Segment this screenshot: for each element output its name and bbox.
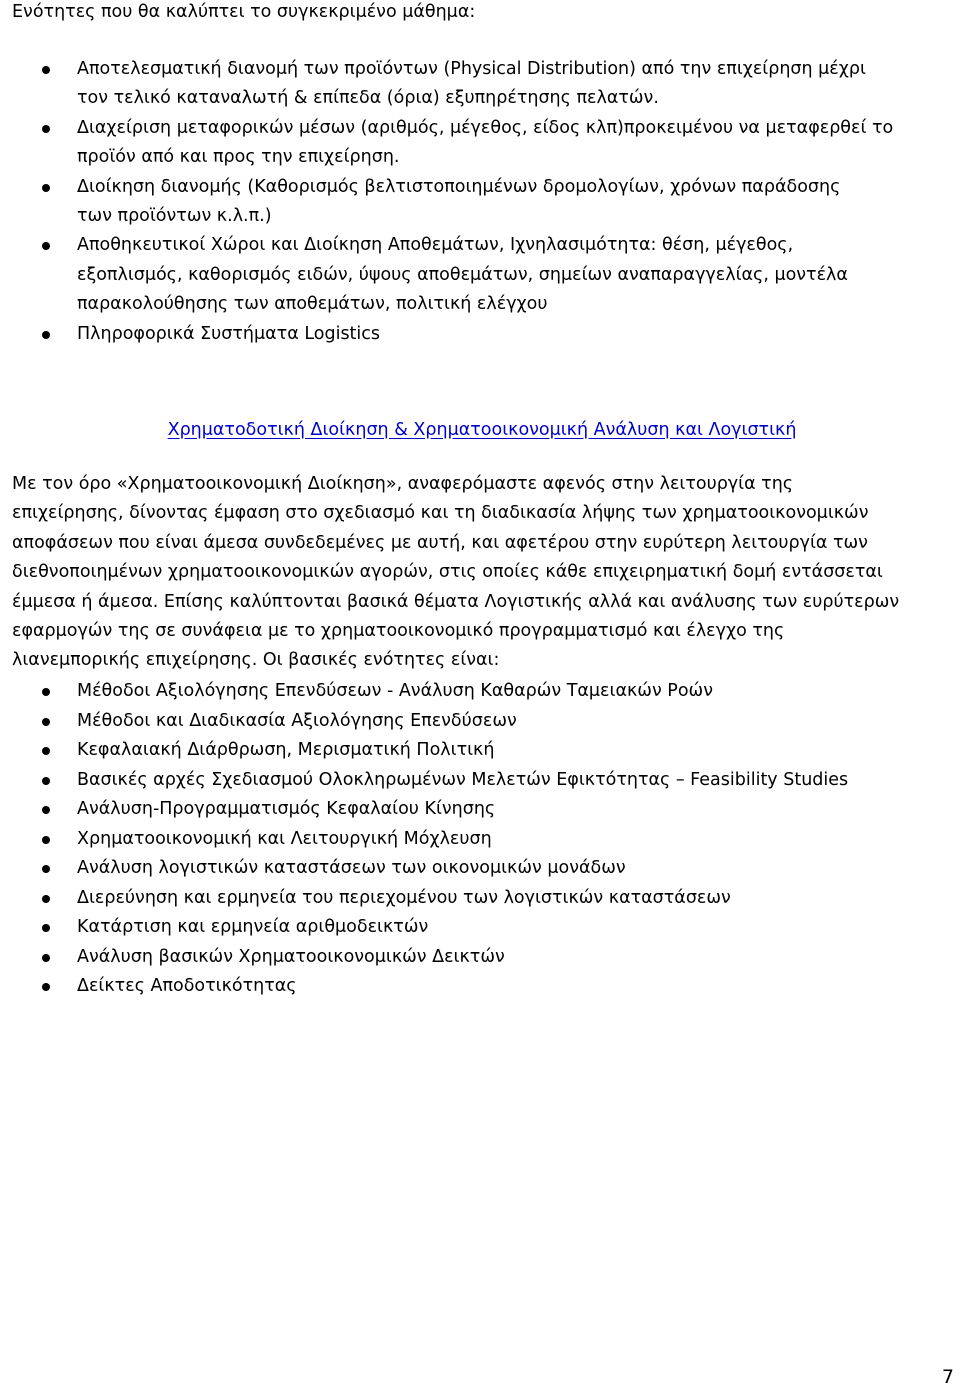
paragraph-line: λιανεμπορικής επιχείρησης. Οι βασικές ενότητες είναι: [12,650,500,671]
topic-line: Διαχείριση μεταφορικών μέσων (αριθμός, μέγεθος, είδος κλπ)προκειμένου να μεταφερθεί το [77,117,894,138]
topic-line: Διοίκηση διανομής (Καθορισμός βελτιστοποιημένων δρομολογίων, χρόνων παράδοσης [77,176,841,197]
bullet-icon [42,836,50,844]
topic-line: προϊόν από και προς την επιχείρηση. [77,147,400,168]
list-item [0,114,950,173]
unit-label: Βασικές αρχές Σχεδιασμού Ολοκληρωμένων Μελετών Εφικτότητας – Feasibility Studies [77,769,849,790]
bullet-icon [42,747,50,755]
page-number: 7 [941,1366,954,1388]
bullet-icon [42,777,50,785]
bullet-icon [42,184,50,192]
list-item [0,943,950,973]
unit-label: Διερεύνηση και ερμηνεία του περιεχομένου των λογιστικών καταστάσεων [77,887,731,908]
topic-line: Αποθηκευτικοί Χώροι και Διοίκηση Αποθεμάτων, Ιχνηλασιμότητα: θέση, μέγεθος, [77,235,794,256]
topic-line: Αποτελεσματική διανομή των προϊόντων (Physical Distribution) από την επιχείρηση μέχρι [77,59,866,79]
list-item [0,825,950,855]
unit-label: Ανάλυση-Προγραμματισμός Κεφαλαίου Κίνησης [77,799,496,819]
body-paragraph [12,470,952,676]
paragraph-line: Με τον όρο «Χρηματοοικονομική Διοίκηση», αναφερόμαστε αφενός στην λειτουργία της [12,474,794,494]
list-item [0,766,950,796]
bullet-icon [42,242,50,250]
list-item [0,55,950,114]
section-heading-text[interactable]: Χρηματοδοτική Διοίκηση & Χρηματοοικονομική Ανάλυση και Λογιστική [167,420,797,440]
list-item [0,854,950,884]
paragraph-line: εφαρμογών της σε συνάφεια με το χρηματοοικονομικό προγραμματισμό και έλεγχο της [12,621,785,642]
topic-line: τον τελικό καταναλωτή & επίπεδα (όρια) εξυπηρέτησης πελατών. [77,88,659,109]
topic-line: Πληροφορικά Συστήματα Logistics [77,323,381,344]
bullet-icon [42,66,50,74]
bullet-icon [42,806,50,814]
topic-line: των προϊόντων κ.λ.π.) [77,206,272,227]
section-heading [0,416,960,444]
list-item [0,231,950,319]
bullet-icon [42,924,50,932]
topics-list [0,55,950,349]
bullet-icon [42,865,50,873]
bullet-icon [42,954,50,962]
bullet-icon [42,331,50,339]
topic-line: παρακολούθησης των αποθεμάτων, πολιτική ελέγχου [77,294,548,315]
paragraph-line: αποφάσεων που είναι άμεσα συνδεδεμένες με αυτή, και αφετέρου στην ευρύτερη λειτουργία των [12,532,868,553]
unit-label: Κεφαλαιακή Διάρθρωση, Μερισματική Πολιτική [77,740,495,760]
intro-heading: Ενότητες που θα καλύπτει το συγκεκριμένο μάθημα: [12,2,476,22]
unit-label: Μέθοδοι και Διαδικασία Αξιολόγησης Επενδύσεων [77,710,517,731]
bullet-icon [42,125,50,133]
unit-label: Δείκτες Αποδοτικότητας [77,976,297,996]
topic-line: εξοπλισμός, καθορισμός ειδών, ύψους αποθεμάτων, σημείων αναπαραγγελίας, μοντέλα [77,264,848,285]
unit-label: Μέθοδοι Αξιολόγησης Επενδύσεων - Ανάλυση Καθαρών Ταμειακών Ροών [77,681,713,701]
unit-label: Ανάλυση βασικών Χρηματοοικονομικών Δεικτών [77,946,505,967]
unit-label: Κατάρτιση και ερμηνεία αριθμοδεικτών [77,917,429,937]
paragraph-line: διεθνοποιημένων χρηματοοικονομικών αγορών, στις οποίες κάθε επιχειρηματική δομή εντάσσεται [12,562,883,583]
list-item [0,913,950,943]
list-item [0,677,950,707]
unit-label: Χρηματοοικονομική και Λειτουργική Μόχλευση [77,828,492,849]
list-item [0,884,950,914]
bullet-icon [42,718,50,726]
list-item [0,320,950,349]
list-item [0,173,950,232]
list-item [0,707,950,737]
units-list [0,677,950,1002]
list-item [0,972,950,1002]
unit-label: Ανάλυση λογιστικών καταστάσεων των οικονομικών μονάδων [77,858,626,878]
paragraph-line: έμμεσα ή άμεσα. Επίσης καλύπτονται βασικά θέματα Λογιστικής αλλά και ανάλυσης των ευρύτερων [12,591,900,612]
list-item [0,795,950,825]
bullet-icon [42,895,50,903]
bullet-icon [42,983,50,991]
paragraph-line: επιχείρησης, δίνοντας έμφαση στο σχεδιασμό και τη διαδικασία λήψης των χρηματοοικονομικών [12,503,869,524]
bullet-icon [42,688,50,696]
list-item [0,736,950,766]
